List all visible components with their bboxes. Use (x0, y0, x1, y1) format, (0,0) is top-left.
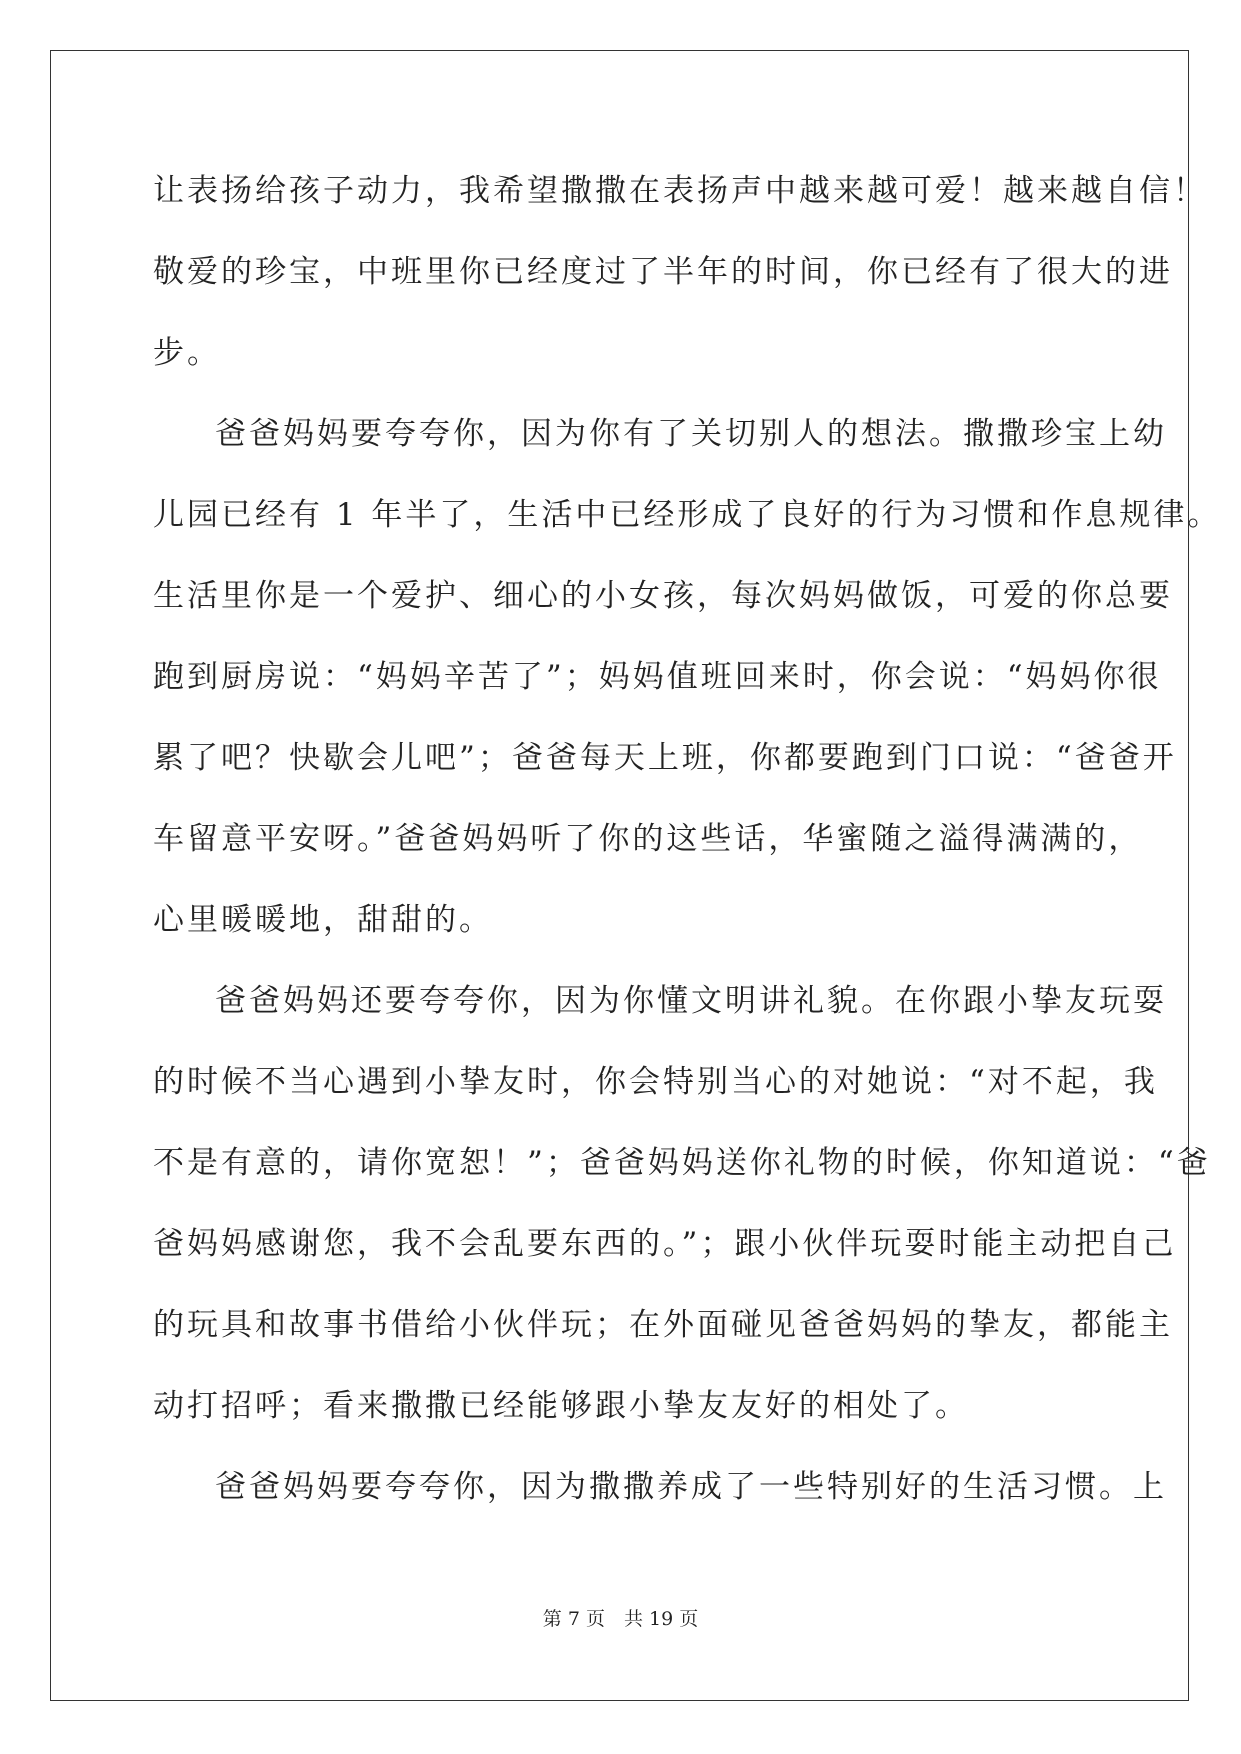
text-line: 动打招呼；看来撒撒已经能够跟小挚友友好的相处了。 (153, 1388, 969, 1424)
text-line: 敬爱的珍宝，中班里你已经度过了半年的时间，你已经有了很大的进 (153, 254, 1173, 290)
text-line: 的时候不当心遇到小挚友时，你会特别当心的对她说：“对不起，我 (153, 1064, 1158, 1100)
text-line: 不是有意的，请你宽恕！”；爸爸妈妈送你礼物的时候，你知道说：“爸 (153, 1145, 1211, 1181)
text-line: 生活里你是一个爱护、细心的小女孩，每次妈妈做饭，可爱的你总要 (153, 578, 1173, 614)
text-line: 爸爸妈妈要夸夸你，因为撒撒养成了一些特别好的生活习惯。上 (215, 1469, 1167, 1505)
text-line: 爸妈妈感谢您，我不会乱要东西的。”；跟小伙伴玩耍时能主动把自己 (153, 1226, 1177, 1262)
text-line: 心里暖暖地，甜甜的。 (153, 902, 493, 938)
text-line: 爸爸妈妈要夸夸你，因为你有了关切别人的想法。撒撒珍宝上幼 (215, 416, 1167, 452)
text-line: 累了吧？快歇会儿吧”；爸爸每天上班，你都要跑到门口说：“爸爸开 (153, 740, 1177, 776)
text-line: 的玩具和故事书借给小伙伴玩；在外面碰见爸爸妈妈的挚友，都能主 (153, 1307, 1173, 1343)
text-line: 步。 (153, 335, 221, 371)
page-number: 第 7 页 共 19 页 (542, 1608, 699, 1630)
text-line: 儿园已经有 1 年半了，生活中已经形成了良好的行为习惯和作息规律。 (153, 497, 1222, 533)
text-line: 车留意平安呀。”爸爸妈妈听了你的这些话，华蜜随之溢得满满的， (153, 821, 1143, 857)
text-line: 爸爸妈妈还要夸夸你，因为你懂文明讲礼貌。在你跟小挚友玩耍 (215, 983, 1167, 1019)
text-line: 让表扬给孩子动力，我希望撒撒在表扬声中越来越可爱！越来越自信！ (153, 173, 1207, 209)
page-border (50, 50, 1189, 1701)
text-line: 跑到厨房说：“妈妈辛苦了”；妈妈值班回来时，你会说：“妈妈你很 (153, 659, 1162, 695)
